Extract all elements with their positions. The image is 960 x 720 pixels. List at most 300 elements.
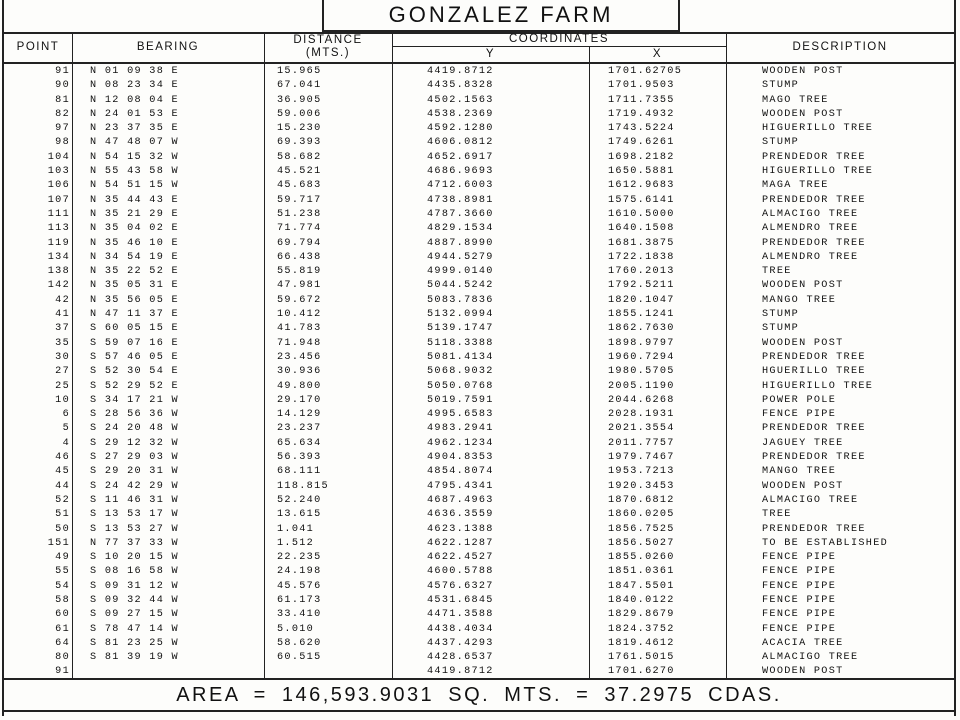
cell-point: 80 [55,652,70,664]
cell-distance: 69.794 [277,237,322,249]
cell-distance: 66.438 [277,251,322,263]
cell-x: 2011.7757 [608,437,675,449]
cell-bearing: S 24 20 48 W [90,423,179,435]
table-row [4,94,954,108]
table-row [4,108,954,122]
cell-x: 1650.5881 [608,166,675,178]
cell-y: 4636.3559 [427,509,494,521]
cell-y: 4592.1280 [427,123,494,135]
cell-distance: 56.393 [277,452,322,464]
cell-distance: 1.041 [277,523,315,535]
table-row [4,580,954,594]
cell-point: 58 [55,594,70,606]
cell-description: MAGO TREE [762,94,829,106]
cell-point: 113 [47,223,70,235]
cell-distance: 13.615 [277,509,322,521]
cell-bearing: N 23 37 35 E [90,123,179,135]
table-row [4,151,954,165]
cell-bearing: S 10 20 15 W [90,552,179,564]
cell-bearing: S 13 53 17 W [90,509,179,521]
cell-description: STUMP [762,137,800,149]
cell-y: 5132.0994 [427,309,494,321]
cell-distance: 52.240 [277,494,322,506]
cell-point: 60 [55,609,70,621]
cell-y: 5068.9032 [427,366,494,378]
cell-y: 4419.8712 [427,666,494,678]
cell-point: 27 [55,366,70,378]
cell-y: 4686.9693 [427,166,494,178]
cell-x: 1898.9797 [608,337,675,349]
cell-bearing: N 12 08 04 E [90,94,179,106]
header-bottom-rule [4,62,954,64]
cell-y: 4538.2369 [427,108,494,120]
table-row [4,451,954,465]
cell-x: 1698.2182 [608,151,675,163]
cell-x: 1761.5015 [608,652,675,664]
cell-x: 1722.1838 [608,251,675,263]
cell-x: 1840.0122 [608,594,675,606]
coordinates-sub-rule [392,46,726,47]
cell-point: 138 [47,266,70,278]
cell-y: 4712.6003 [427,180,494,192]
cell-distance: 47.981 [277,280,322,292]
cell-description: PRENDEDOR TREE [762,151,866,163]
table-row [4,594,954,608]
cell-description: FENCE PIPE [762,623,837,635]
cell-bearing: S 57 46 05 E [90,351,179,363]
cell-distance: 59.717 [277,194,322,206]
cell-y: 4606.0812 [427,137,494,149]
cell-bearing: S 29 20 31 W [90,466,179,478]
cell-distance: 5.010 [277,623,315,635]
cell-point: 64 [55,637,70,649]
table-row [4,651,954,665]
table-row [4,194,954,208]
cell-distance: 36.905 [277,94,322,106]
cell-y: 4795.4341 [427,480,494,492]
cell-description: TREE [762,266,792,278]
cell-y: 5081.4134 [427,351,494,363]
cell-x: 1824.3752 [608,623,675,635]
cell-point: 5 [62,423,70,435]
table-row [4,222,954,236]
cell-bearing: N 35 22 52 E [90,266,179,278]
cell-x: 1855.0260 [608,552,675,564]
area-summary: AREA = 146,593.9031 SQ. MTS. = 37.2975 CDAS. [4,678,954,712]
cell-distance: 71.948 [277,337,322,349]
cell-bearing: N 35 44 43 E [90,194,179,206]
cell-point: 45 [55,466,70,478]
cell-bearing: S 09 32 44 W [90,594,179,606]
cell-description: WOODEN POST [762,66,844,77]
cell-bearing: S 27 29 03 W [90,452,179,464]
cell-description: ACACIA TREE [762,637,844,649]
cell-distance: 23.237 [277,423,322,435]
cell-x: 1610.5000 [608,208,675,220]
cell-y: 4687.4963 [427,494,494,506]
cell-bearing: N 34 54 19 E [90,251,179,263]
cell-description: TREE [762,509,792,521]
cell-bearing: N 35 05 31 E [90,280,179,292]
cell-point: 46 [55,452,70,464]
cell-x: 1819.4612 [608,637,675,649]
cell-x: 1862.7630 [608,323,675,335]
cell-point: 119 [47,237,70,249]
cell-description: ALMENDRO TREE [762,223,859,235]
cell-point: 6 [62,409,70,421]
cell-point: 37 [55,323,70,335]
cell-x: 1860.0205 [608,509,675,521]
cell-y: 4502.1563 [427,94,494,106]
cell-description: FENCE PIPE [762,552,837,564]
cell-x: 2005.1190 [608,380,675,392]
table-row [4,122,954,136]
cell-point: 106 [47,180,70,192]
cell-x: 1701.6270 [608,666,675,678]
table-row [4,322,954,336]
cell-x: 1847.5501 [608,580,675,592]
cell-bearing: N 35 04 02 E [90,223,179,235]
cell-distance: 10.412 [277,309,322,321]
cell-description: STUMP [762,323,800,335]
table-row [4,165,954,179]
cell-bearing: S 52 29 52 E [90,380,179,392]
cell-y: 4428.6537 [427,652,494,664]
cell-distance: 69.393 [277,137,322,149]
cell-distance: 60.515 [277,652,322,664]
cell-bearing: S 52 30 54 E [90,366,179,378]
cell-description: ALMACIGO TREE [762,208,859,220]
cell-bearing: N 54 15 32 W [90,151,179,163]
cell-x: 1711.7355 [608,94,675,106]
cell-distance: 59.006 [277,108,322,120]
cell-point: 91 [55,666,70,678]
cell-x: 1829.8679 [608,609,675,621]
table-row [4,351,954,365]
table-row [4,179,954,193]
cell-description: ALMACIGO TREE [762,652,859,664]
cell-y: 4531.6845 [427,594,494,606]
cell-point: 51 [55,509,70,521]
cell-description: HGUERILLO TREE [762,366,866,378]
cell-distance: 15.230 [277,123,322,135]
cell-point: 30 [55,351,70,363]
cell-description: FENCE PIPE [762,580,837,592]
table-row [4,494,954,508]
cell-point: 10 [55,394,70,406]
table-row [4,422,954,436]
cell-bearing: N 47 11 37 E [90,309,179,321]
cell-distance: 45.683 [277,180,322,192]
cell-distance: 68.111 [277,466,322,478]
cell-description: WOODEN POST [762,280,844,292]
cell-description: PRENDEDOR TREE [762,237,866,249]
cell-x: 2021.3554 [608,423,675,435]
cell-distance: 33.410 [277,609,322,621]
cell-distance: 55.819 [277,266,322,278]
cell-x: 1719.4932 [608,108,675,120]
cell-bearing: N 47 48 07 W [90,137,179,149]
cell-description: FENCE PIPE [762,609,837,621]
table-row [4,465,954,479]
cell-x: 1856.5027 [608,537,675,549]
cell-description: STUMP [762,309,800,321]
cell-y: 4995.6583 [427,409,494,421]
cell-x: 1681.3875 [608,237,675,249]
cell-point: 49 [55,552,70,564]
cell-bearing: N 54 51 15 W [90,180,179,192]
cell-x: 1749.6261 [608,137,675,149]
cell-description: TO BE ESTABLISHED [762,537,889,549]
cell-bearing: S 13 53 27 W [90,523,179,535]
cell-y: 4787.3660 [427,208,494,220]
cell-point: 52 [55,494,70,506]
cell-description: WOODEN POST [762,480,844,492]
cell-bearing: S 08 16 58 W [90,566,179,578]
cell-distance: 45.576 [277,580,322,592]
cell-bearing: S 81 23 25 W [90,637,179,649]
cell-distance: 118.815 [277,480,329,492]
cell-point: 42 [55,294,70,306]
cell-y: 4623.1388 [427,523,494,535]
table-row [4,565,954,579]
cell-description: PRENDEDOR TREE [762,423,866,435]
cell-bearing: S 29 12 32 W [90,437,179,449]
cell-description: PRENDEDOR TREE [762,351,866,363]
table-row [4,208,954,222]
cell-x: 2044.6268 [608,394,675,406]
cell-description: WOODEN POST [762,666,844,678]
table-row [4,623,954,637]
header-coordinates: COORDINATES [509,33,609,45]
table-row [4,508,954,522]
cell-y: 4999.0140 [427,266,494,278]
cell-y: 4576.6327 [427,580,494,592]
table-row [4,136,954,150]
table-row [4,523,954,537]
table-row [4,437,954,451]
cell-point: 81 [55,94,70,106]
cell-distance: 29.170 [277,394,322,406]
cell-description: MANGO TREE [762,294,837,306]
cell-point: 103 [47,166,70,178]
cell-x: 1743.5224 [608,123,675,135]
table-row [4,294,954,308]
cell-y: 4600.5788 [427,566,494,578]
cell-bearing: N 35 46 10 E [90,237,179,249]
cell-x: 2028.1931 [608,409,675,421]
cell-bearing: S 28 56 36 W [90,409,179,421]
cell-distance: 41.783 [277,323,322,335]
cell-description: FENCE PIPE [762,409,837,421]
cell-x: 1953.7213 [608,466,675,478]
cell-bearing: S 81 39 19 W [90,652,179,664]
cell-point: 25 [55,380,70,392]
cell-point: 90 [55,80,70,92]
cell-point: 97 [55,123,70,135]
cell-description: WOODEN POST [762,108,844,120]
header-distance-unit: (MTS.) [305,47,351,59]
cell-x: 1612.9683 [608,180,675,192]
cell-bearing: S 60 05 15 E [90,323,179,335]
table-row [4,365,954,379]
cell-point: 50 [55,523,70,535]
cell-y: 4437.4293 [427,637,494,649]
cell-x: 1979.7467 [608,452,675,464]
cell-bearing: S 09 31 12 W [90,580,179,592]
table-row [4,65,954,79]
cell-x: 1980.5705 [608,366,675,378]
table-row [4,251,954,265]
cell-point: 111 [47,208,70,220]
cell-y: 4622.1287 [427,537,494,549]
cell-description: FENCE PIPE [762,594,837,606]
table-row [4,279,954,293]
cell-distance: 30.936 [277,366,322,378]
cell-x: 1920.3453 [608,480,675,492]
cell-distance: 51.238 [277,208,322,220]
header-distance: DISTANCE [293,34,363,46]
cell-point: 107 [47,194,70,206]
cell-y: 4962.1234 [427,437,494,449]
cell-point: 35 [55,337,70,349]
cell-y: 5050.0768 [427,380,494,392]
cell-distance: 58.682 [277,151,322,163]
cell-bearing: S 34 17 21 W [90,394,179,406]
table-row [4,337,954,351]
cell-x: 1792.5211 [608,280,675,292]
cell-description: HIGUERILLO TREE [762,166,874,178]
cell-point: 104 [47,151,70,163]
cell-y: 5118.3388 [427,337,494,349]
header-bearing: BEARING [136,41,200,53]
cell-point: 44 [55,480,70,492]
cell-x: 1856.7525 [608,523,675,535]
cell-distance: 1.512 [277,537,315,549]
cell-description: WOODEN POST [762,337,844,349]
cell-bearing: S 59 07 16 E [90,337,179,349]
cell-x: 1701.62705 [608,66,683,77]
cell-point: 41 [55,309,70,321]
cell-y: 4738.8981 [427,194,494,206]
table-row [4,637,954,651]
cell-description: STUMP [762,80,800,92]
survey-table-body [4,65,954,680]
cell-point: 142 [47,280,70,292]
cell-description: POWER POLE [762,394,837,406]
cell-y: 4471.3588 [427,609,494,621]
cell-distance: 49.800 [277,380,322,392]
table-row [4,380,954,394]
cell-y: 4419.8712 [427,66,494,77]
cell-bearing: N 08 23 34 E [90,80,179,92]
cell-description: HIGUERILLO TREE [762,380,874,392]
cell-distance: 45.521 [277,166,322,178]
survey-sheet [2,0,956,716]
cell-bearing: N 77 37 33 W [90,537,179,549]
cell-bearing: N 35 21 29 E [90,208,179,220]
cell-y: 5139.1747 [427,323,494,335]
cell-description: HIGUERILLO TREE [762,123,874,135]
cell-distance: 59.672 [277,294,322,306]
table-row [4,551,954,565]
cell-bearing: S 11 46 31 W [90,494,179,506]
cell-point: 82 [55,108,70,120]
table-row [4,608,954,622]
cell-y: 4904.8353 [427,452,494,464]
cell-y: 4944.5279 [427,251,494,263]
cell-distance: 71.774 [277,223,322,235]
cell-distance: 67.041 [277,80,322,92]
cell-bearing: N 55 43 58 W [90,166,179,178]
table-row [4,408,954,422]
cell-point: 134 [47,251,70,263]
cell-y: 4854.8074 [427,466,494,478]
cell-y: 5019.7591 [427,394,494,406]
header-description: DESCRIPTION [792,41,888,53]
cell-y: 4983.2941 [427,423,494,435]
cell-description: ALMENDRO TREE [762,251,859,263]
cell-y: 5044.5242 [427,280,494,292]
cell-y: 4829.1534 [427,223,494,235]
cell-bearing: S 78 47 14 W [90,623,179,635]
table-row [4,537,954,551]
cell-description: MAGA TREE [762,180,829,192]
table-row [4,237,954,251]
cell-distance: 23.456 [277,351,322,363]
table-row [4,79,954,93]
cell-point: 54 [55,580,70,592]
cell-bearing: N 01 09 38 E [90,66,179,77]
cell-distance: 15.965 [277,66,322,77]
cell-y: 4652.6917 [427,151,494,163]
cell-x: 1870.6812 [608,494,675,506]
cell-description: PRENDEDOR TREE [762,523,866,535]
table-row [4,308,954,322]
cell-distance: 58.620 [277,637,322,649]
header-y: Y [485,48,496,60]
cell-x: 1640.1508 [608,223,675,235]
cell-description: ALMACIGO TREE [762,494,859,506]
cell-point: 98 [55,137,70,149]
table-row [4,480,954,494]
cell-distance: 14.129 [277,409,322,421]
cell-point: 61 [55,623,70,635]
cell-bearing: N 35 56 05 E [90,294,179,306]
cell-point: 55 [55,566,70,578]
cell-description: PRENDEDOR TREE [762,194,866,206]
cell-x: 1820.1047 [608,294,675,306]
cell-x: 1855.1241 [608,309,675,321]
header-point: POINT [16,41,60,53]
cell-y: 5083.7836 [427,294,494,306]
cell-x: 1701.9503 [608,80,675,92]
cell-y: 4438.4034 [427,623,494,635]
cell-distance: 22.235 [277,552,322,564]
cell-bearing: S 24 42 29 W [90,480,179,492]
header-x: X [652,48,663,60]
cell-distance: 24.198 [277,566,322,578]
cell-x: 1851.0361 [608,566,675,578]
cell-y: 4622.4527 [427,552,494,564]
document-title: GONZALEZ FARM [322,0,680,32]
cell-x: 1575.6141 [608,194,675,206]
cell-description: PRENDEDOR TREE [762,452,866,464]
cell-y: 4887.8990 [427,237,494,249]
cell-point: 4 [62,437,70,449]
cell-distance: 61.173 [277,594,322,606]
cell-point: 151 [47,537,70,549]
